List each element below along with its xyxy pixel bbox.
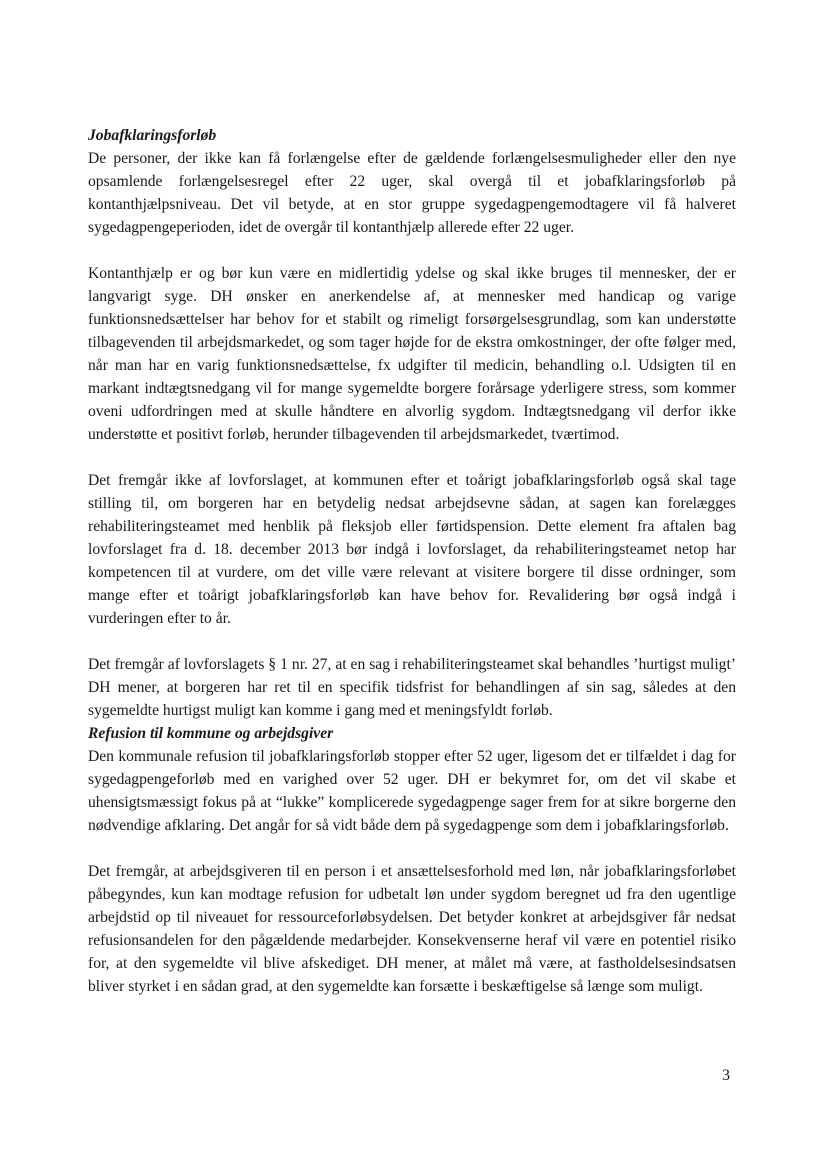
section-heading: Jobafklaringsforløb xyxy=(88,127,217,144)
page-number: 3 xyxy=(722,1067,730,1084)
section-jobafklaringsforloeb xyxy=(88,124,736,722)
document-page xyxy=(88,124,736,998)
paragraph: Det fremgår ikke af lovforslaget, at kommunen efter et toårigt jobafklaringsforløb også skal tage stilling til, om borgeren har en betydelig nedsat arbejdsevne sådan, at sagen kan forelægges rehabiliteringsteamet med henblik på fleksjob eller førtidspension. Dette element fra aftalen bag lovforslaget fra d. 18. december 2013 bør indgå i lovforslaget, da rehabiliteringsteamet netop har kompetencen til at vurdere, om det ville være relevant at visitere borgere til disse ordninger, som mange efter et toårigt jobafklaringsforløb kan have behov for. Revalidering bør også indgå i vurderingen efter to år. xyxy=(88,472,736,627)
paragraph: Den kommunale refusion til jobafklaringsforløb stopper efter 52 uger, ligesom det er tilfældet i dag for sygedagpengeforløb med en varighed over 52 uger. DH er bekymret for, om det vil skabe et uhensigtsmæssigt fokus på at “lukke” komplicerede sygedagpenge sager frem for at sikre borgerne den nødvendige afklaring. Det angår for så vidt både dem på sygedagpenge som dem i jobafklaringsforløb. xyxy=(88,748,736,834)
section-refusion xyxy=(88,722,736,998)
section-heading: Refusion til kommune og arbejdsgiver xyxy=(88,725,334,742)
paragraph: Det fremgår af lovforslagets § 1 nr. 27, at en sag i rehabiliteringsteamet skal behandles ’hurtigst muligt’ DH mener, at borgeren har ret til en specifik tidsfrist for behandlingen af sin sag, således at den sygemeldte hurtigst muligt kan komme i gang med et meningsfyldt forløb. xyxy=(88,656,736,719)
paragraph: Det fremgår, at arbejdsgiveren til en person i et ansættelsesforhold med løn, når jobafklaringsforløbet påbegyndes, kun kan modtage refusion for udbetalt løn under sygdom beregnet ud fra den ugentlige arbejdstid op til niveauet for ressourceforløbsydelsen. Det betyder konkret at arbejdsgiver får nedsat refusionsandelen for den pågældende medarbejder. Konsekvenserne heraf vil være en potentiel risiko for, at den sygemeldte vil blive afskediget. DH mener, at målet må være, at fastholdelsesindsatsen bliver styrket i en sådan grad, at den sygemeldte kan forsætte i beskæftigelse så længe som muligt. xyxy=(88,863,736,995)
paragraph: Kontanthjælp er og bør kun være en midlertidig ydelse og skal ikke bruges til mennesker, der er langvarigt syge. DH ønsker en anerkendelse af, at mennesker med handicap og varige funktionsnedsættelser har behov for et stabilt og rimeligt forsørgelsesgrundlag, som kan understøtte tilbagevenden til arbejdsmarkedet, og som tager højde for de ekstra omkostninger, der ofte følger med, når man har en varig funktionsnedsættelse, fx udgifter til medicin, behandling o.l. Udsigten til en markant indtægtsnedgang vil for mange sygemeldte borgere forårsage yderligere stress, som kommer oveni udfordringen med at skulle håndtere en alvorlig sygdom. Indtægtsnedgang vil derfor ikke understøtte et positivt forløb, herunder tilbagevenden til arbejdsmarkedet, tværtimod. xyxy=(88,265,736,443)
paragraph: De personer, der ikke kan få forlængelse efter de gældende forlængelsesmuligheder eller den nye opsamlende forlængelsesregel efter 22 uger, skal overgå til et jobafklaringsforløb på kontanthjælpsniveau. Det vil betyde, at en stor gruppe sygedagpengemodtagere vil få halveret sygedagpengeperioden, idet de overgår til kontanthjælp allerede efter 22 uger. xyxy=(88,150,736,236)
